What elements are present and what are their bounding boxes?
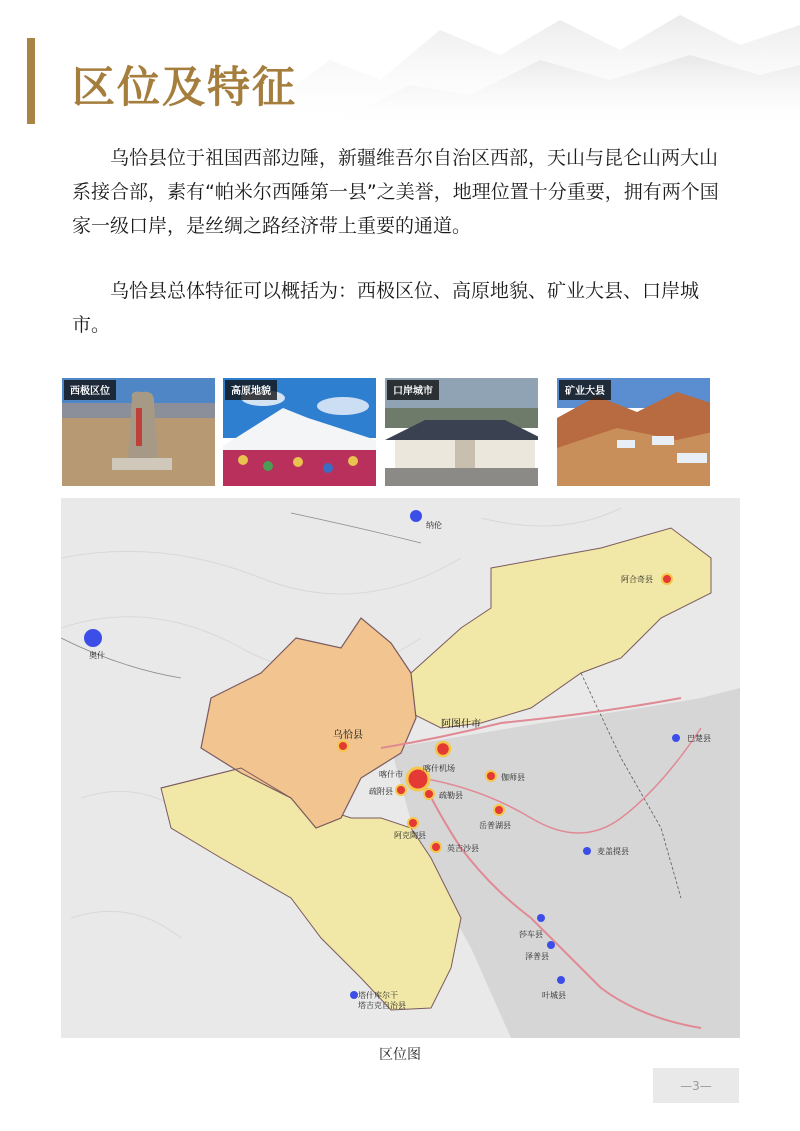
map-label-kashi-airport: 喀什机场 xyxy=(423,764,455,773)
map-label-shache: 莎车县 xyxy=(519,930,543,939)
map-label-yingjisha: 英吉沙县 xyxy=(447,844,479,853)
location-map xyxy=(61,498,740,1038)
photo-label: 口岸城市 xyxy=(387,380,439,400)
map-label-shule: 疏勒县 xyxy=(439,791,463,800)
map-label-shufu: 疏附县 xyxy=(369,787,393,796)
photo-plateau xyxy=(223,378,376,486)
map-label-wuqia: 乌恰县 xyxy=(333,730,363,741)
shufu-marker xyxy=(396,785,406,795)
taxkorgan-marker xyxy=(350,991,358,999)
map-label-yecheng: 叶城县 xyxy=(542,991,566,1000)
bachu-marker xyxy=(672,734,680,742)
atushi-marker xyxy=(436,742,450,756)
zepu-marker xyxy=(547,941,555,949)
photo-label: 高原地貌 xyxy=(225,380,277,400)
yuepuhu-marker xyxy=(494,805,504,815)
naren-marker xyxy=(410,510,422,522)
shache-marker xyxy=(537,914,545,922)
photo-port-city xyxy=(385,378,538,486)
photo-label: 矿业大县 xyxy=(559,380,611,400)
aoshi-marker xyxy=(84,629,102,647)
map-label-aheqi: 阿合奇县 xyxy=(621,575,653,584)
map-label-yuepuhu: 岳普湖县 xyxy=(479,821,511,830)
feature-paragraph: 乌恰县总体特征可以概括为：西极区位、高原地貌、矿业大县、口岸城市。 xyxy=(72,280,700,336)
map-label-bachu: 巴楚县 xyxy=(687,734,711,743)
map-label-naren: 纳伦 xyxy=(426,521,442,530)
map-label-atushi: 阿图什市 xyxy=(441,719,481,730)
page-number: —3— xyxy=(653,1068,739,1103)
map-caption: 区位图 xyxy=(379,1047,421,1063)
map-label-jiashi: 伽师县 xyxy=(501,773,525,782)
photo-label: 西极区位 xyxy=(64,380,116,400)
map-label-maigaiti: 麦盖提县 xyxy=(597,847,629,856)
shule-marker xyxy=(424,789,434,799)
map-label-kashi: 喀什市 xyxy=(379,770,403,779)
maigaiti-marker xyxy=(583,847,591,855)
section-title: 区位及特征 xyxy=(72,63,297,113)
jiashi-marker xyxy=(486,771,496,781)
title-accent-bar xyxy=(27,38,35,124)
map-label-akto: 阿克陶县 xyxy=(394,831,426,840)
akto-marker xyxy=(408,818,418,828)
map-label-taxkorgan-1: 塔什库尔干 xyxy=(358,991,398,1000)
yecheng-marker xyxy=(557,976,565,984)
intro-paragraph: 乌恰县位于祖国西部边陲，新疆维吾尔自治区西部，天山与昆仑山两大山系接合部，素有“帕米尔西陲第一县”之美誉，地理位置十分重要，拥有两个国家一级口岸，是丝绸之路经济带上重要的通道。 xyxy=(72,147,719,237)
wuqia-marker xyxy=(338,741,348,751)
map-label-aoshi: 奥什 xyxy=(89,651,105,660)
photo-mining xyxy=(557,378,710,486)
aheqi-marker xyxy=(662,574,672,584)
photo-west-location xyxy=(62,378,215,486)
map-label-taxkorgan-2: 塔吉克自治县 xyxy=(358,1001,406,1010)
yingjisha-marker xyxy=(431,842,441,852)
map-label-zepu: 泽普县 xyxy=(525,952,549,961)
